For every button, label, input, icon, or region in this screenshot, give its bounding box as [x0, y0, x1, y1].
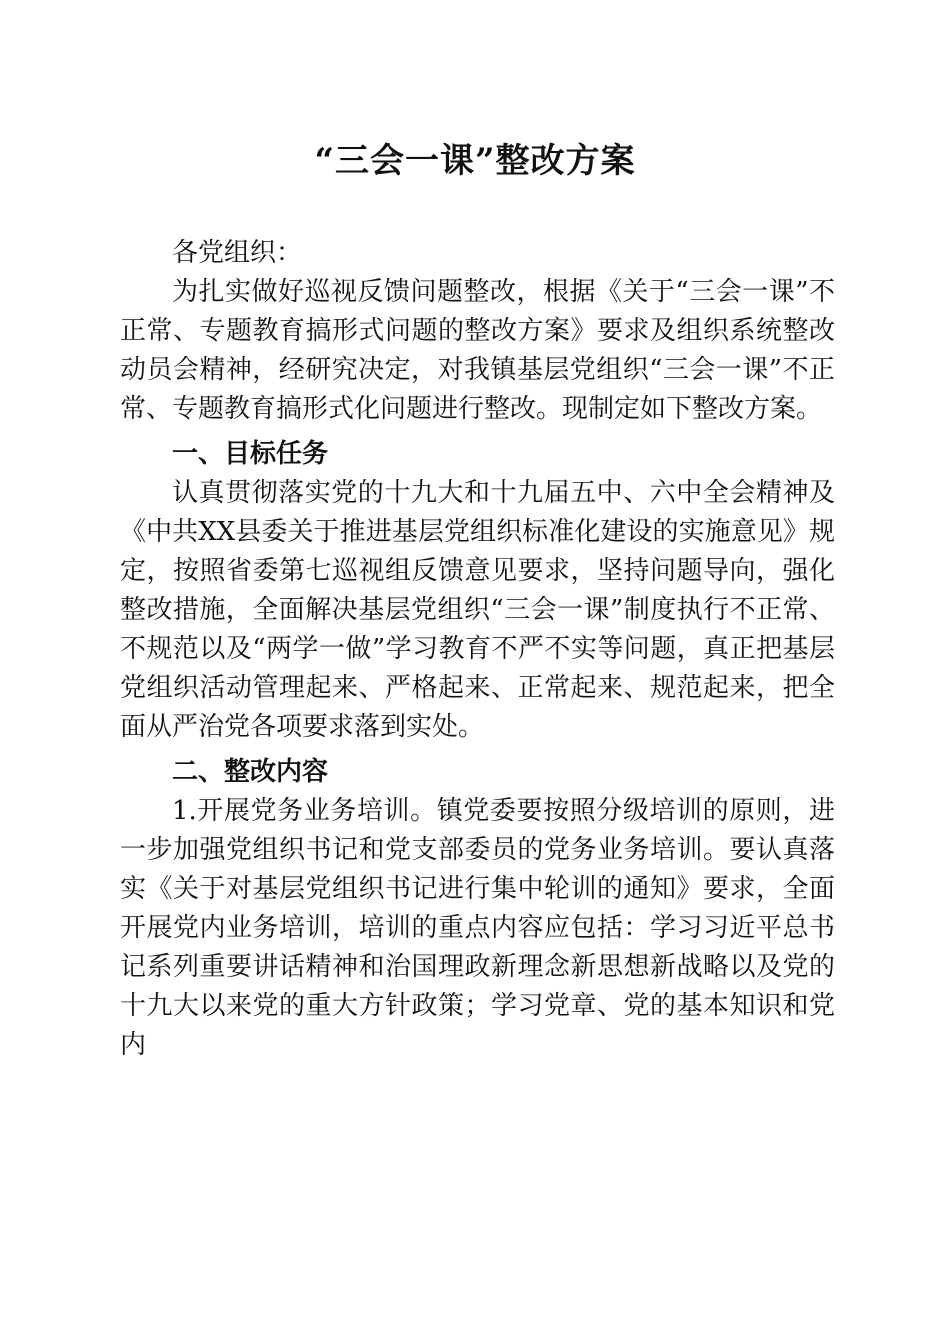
document-title: “三会一课”整改方案 [314, 141, 636, 181]
salutation: 各党组织： [172, 238, 303, 268]
section-heading-content: 二、整改内容 [172, 757, 329, 787]
content-item-1: 1.开展党务业务培训。镇党委要按照分级培训的原则，进一步加强党组织书记和党支部委员的党务业务培训。要认真落实《关于对基层党组织书记进行集中轮训的通知》要求，全面开展党内业务培训，培训的重点内容应包括：学习习近平总书记系列重要讲话精神和治国理政新理念新思想新战略以及党的十九大以来党的重大方针政策；学习党章、党的基本知识和党内 [120, 796, 835, 1060]
intro-paragraph: 为扎实做好巡视反馈问题整改，根据《关于“三会一课”不正常、专题教育搞形式问题的整改方案》要求及组织系统整改动员会精神，经研究决定，对我镇基层党组织“三会一课”不正常、专题教育搞形式化问题进行整改。现制定如下整改方案。 [120, 277, 835, 424]
document-body [120, 234, 835, 1065]
goals-paragraph: 认真贯彻落实党的十九大和十九届五中、六中全会精神及《中共XX县委关于推进基层党组织标准化建设的实施意见》规定，按照省委第七巡视组反馈意见要求，坚持问题导向，强化整改措施，全面解决基层党组织“三会一课”制度执行不正常、不规范以及“两学一做”学习教育不严不实等问题，真正把基层党组织活动管理起来、严格起来、正常起来、规范起来，把全面从严治党各项要求落到实处。 [120, 478, 835, 742]
section-heading-goals: 一、目标任务 [172, 439, 329, 469]
